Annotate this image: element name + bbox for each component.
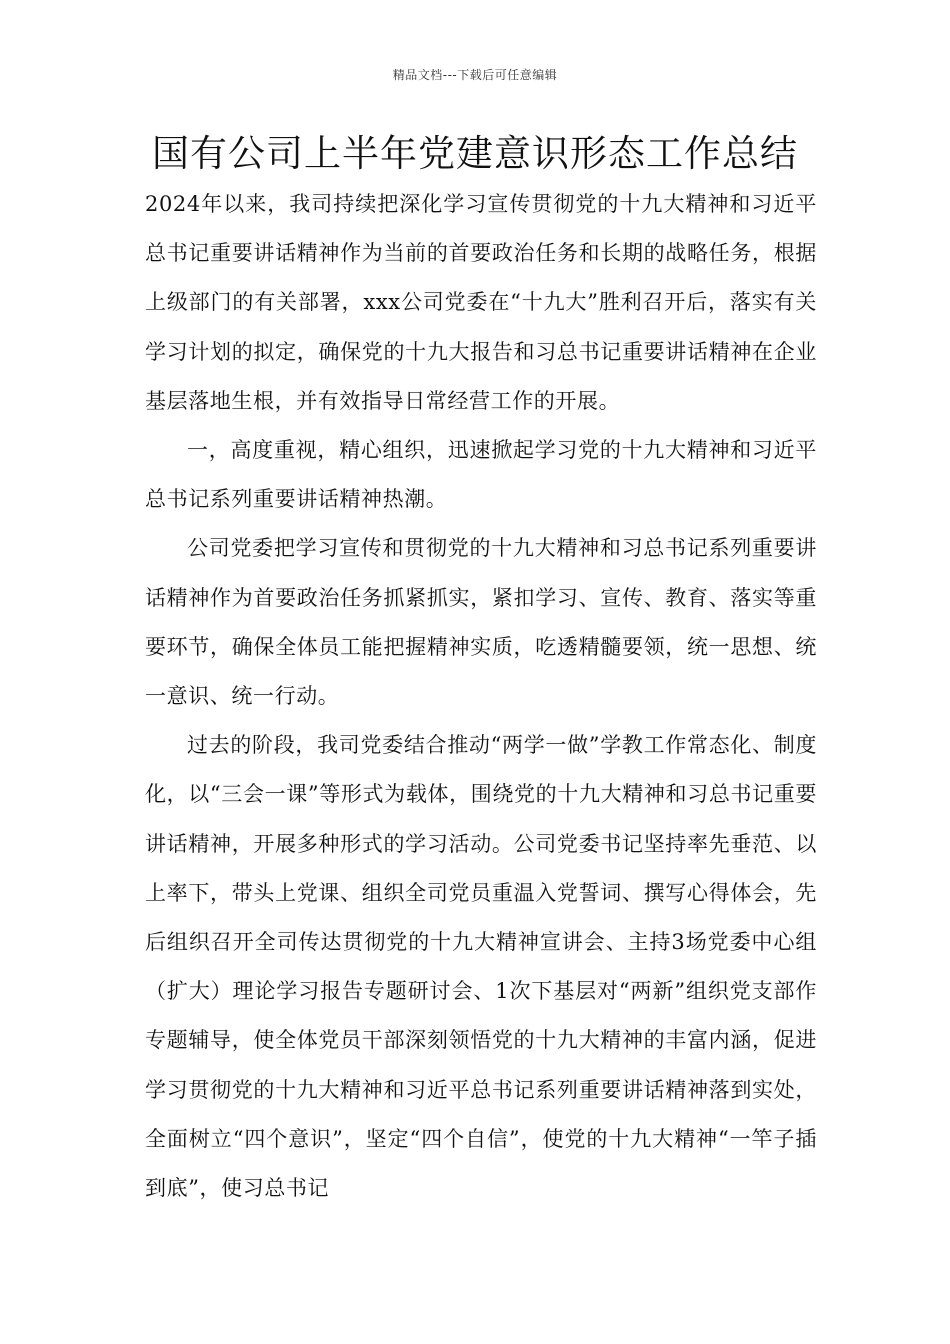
paragraph-section-heading: 一，高度重视，精心组织，迅速掀起学习党的十九大精神和习近平总书记系列重要讲话精神热潮。 bbox=[145, 438, 817, 512]
paragraph-body: 过去的阶段，我司党委结合推动“两学一做”学教工作常态化、制度化，以“三会一课”等形式为载体，围绕党的十九大精神和习总书记重要讲话精神，开展多种形式的学习活动。公司党委书记坚持率先垂范、以上率下，带头上党课、组织全司党员重温入党誓词、撰写心得体会，先后组织召开全司传达贯彻党的十九大精神宣讲会、主持3场党委中心组（扩大）理论学习报告专题研讨会、1次下基层对“两新”组织党支部作专题辅导，使全体党员干部深刻领悟党的十九大精神的丰富内涵，促进学习贯彻党的十九大精神和习近平总书记系列重要讲话精神落到实处，全面树立“四个意识”，坚定“四个自信”，使党的十九大精神“一竿子插到底”，使习总书记 bbox=[145, 733, 817, 1201]
paragraph-body: 公司党委把学习宣传和贯彻党的十九大精神和习总书记系列重要讲话精神作为首要政治任务抓紧抓实，紧扣学习、宣传、教育、落实等重要环节，确保全体员工能把握精神实质，吃透精髓要领，统一思想、统一意识、统一行动。 bbox=[145, 536, 817, 709]
document-title: 国有公司上半年党建意识形态工作总结 bbox=[152, 132, 798, 175]
paragraph-intro: 2024年以来，我司持续把深化学习宣传贯彻党的十九大精神和习近平总书记重要讲话精神作为当前的首要政治任务和长期的战略任务，根据上级部门的有关部署，xxx公司党委在“十九大”胜利召开后，落实有关学习计划的拟定，确保党的十九大报告和习总书记重要讲话精神在企业基层落地生根，并有效指导日常经营工作的开展。 bbox=[145, 192, 817, 413]
page-header-note: 精品文档---下载后可任意编辑 bbox=[392, 68, 558, 82]
document-body bbox=[145, 180, 817, 1213]
